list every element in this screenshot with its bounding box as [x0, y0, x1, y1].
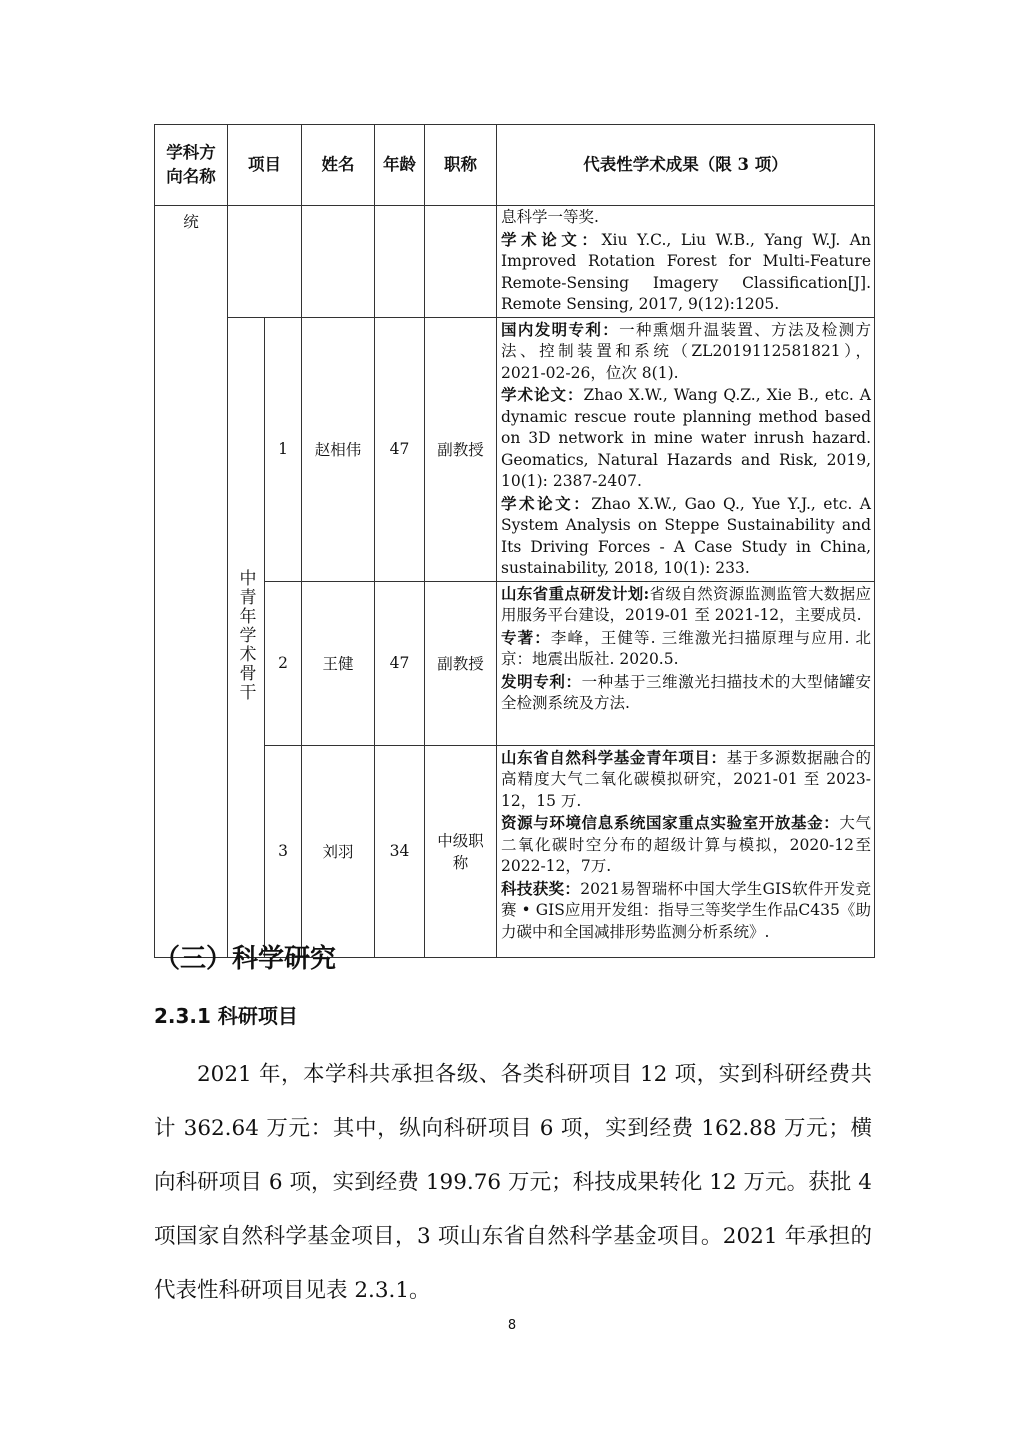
section-heading: （三）科学研究 — [154, 944, 337, 974]
row-name: 赵相伟 — [302, 317, 375, 581]
table-header-row — [155, 125, 875, 206]
age-cell-empty — [375, 206, 425, 318]
name-cell-empty — [302, 206, 375, 318]
row-age: 34 — [375, 745, 425, 957]
row-name: 刘羽 — [302, 745, 375, 957]
row-number: 1 — [265, 317, 302, 581]
row-age: 47 — [375, 581, 425, 745]
table-row-continuation — [155, 206, 875, 318]
title-cell-empty — [425, 206, 497, 318]
row-title: 副教授 — [425, 581, 497, 745]
discipline-tail: 统 — [183, 213, 199, 231]
row-title: 副教授 — [425, 317, 497, 581]
header-age: 年龄 — [375, 125, 425, 206]
achievement-line: 学术论文：Xiu Y.C., Liu W.B., Yang W.J. An Improved Rotation Forest for Multi-Feature Remote-Sensing Imagery Classification[J]. Remote Sensing, 2017, 9(12):1205. — [501, 229, 871, 313]
header-discipline: 学科方向名称 — [155, 125, 228, 206]
page-number: 8 — [507, 1318, 517, 1333]
achievement-item: 发明专利：一种基于三维激光扫描技术的大型储罐安全检测系统及方法. — [501, 671, 871, 712]
header-project: 项目 — [228, 125, 302, 206]
achievements-cell — [497, 745, 875, 957]
row-name: 王健 — [302, 581, 375, 745]
achievements-cell — [497, 317, 875, 581]
paragraph: 2021 年，本学科共承担各级、各类科研项目 12 项，实到科研经费共计 362.64 万元：其中，纵向科研项目 6 项，实到经费 162.88 万元；横向科研项目 6 项，实到经费 199.76 万元；科技成果转化 12 万元。获批 4 项国家自然科学基金项目，3 项山东省自然科学基金项目。2021 年承担的代表性科研项目见表 2.3.1。 — [154, 1062, 872, 1303]
discipline-cell — [155, 206, 228, 958]
row-number: 3 — [265, 745, 302, 957]
header-name: 姓名 — [302, 125, 375, 206]
achievement-item: 山东省重点研发计划:省级自然资源监测监管大数据应用服务平台建设，2019-01 至 2021-12，主要成员. — [501, 583, 871, 624]
project-cell-empty — [228, 206, 302, 318]
faculty-table — [154, 124, 875, 958]
achievement-item: 学术论文：Zhao X.W., Gao Q., Yue Y.J., etc. A System Analysis on Steppe Sustainability and Its Driving Forces - A Case Study in China, sustainability, 2018, 10(1): 233. — [501, 493, 871, 577]
achievement-item: 科技获奖：2021易智瑞杯中国大学生GIS软件开发竞赛 • GIS应用开发组：指导三等奖学生作品C435《助力碳中和全国减排形势监测分析系统》. — [501, 878, 871, 941]
header-achievements: 代表性学术成果（限 3 项） — [497, 125, 875, 206]
header-title: 职称 — [425, 125, 497, 206]
row-title: 中级职称 — [425, 745, 497, 957]
table-row — [155, 317, 875, 581]
achievement-item: 国内发明专利：一种熏烟升温装置、方法及检测方法、控制装置和系统（ZL2019112581821），2021-02-26，位次 8(1). — [501, 319, 871, 382]
achievement-item: 学术论文：Zhao X.W., Wang Q.Z., Xie B., etc. A dynamic rescue route planning method based on 3D network in mine water inrush hazard. Geomatics, Natural Hazards and Risk, 2019, 10(1): 2387-2407. — [501, 385, 871, 490]
body-text — [154, 1048, 872, 1318]
achievement-item: 专著：李峰，王健等. 三维激光扫描原理与应用. 北京：地震出版社. 2020.5. — [501, 627, 871, 668]
row-age: 47 — [375, 317, 425, 581]
group-label-cell — [228, 317, 265, 957]
group-label: 中青年学术骨干 — [235, 568, 256, 702]
row-number: 2 — [265, 581, 302, 745]
subsection-heading: 2.3.1 科研项目 — [154, 1004, 298, 1028]
achievements-cell-continuation — [497, 206, 875, 318]
achievement-item: 资源与环境信息系统国家重点实验室开放基金：大气二氧化碳时空分布的超级计算与模拟，2020-12至2022-12，7万. — [501, 813, 871, 875]
achievements-cell — [497, 581, 875, 745]
achievement-line: 息科学一等奖. — [501, 208, 599, 226]
achievement-item: 山东省自然科学基金青年项目：基于多源数据融合的高精度大气二氧化碳模拟研究，2021-01 至 2023-12，15 万. — [501, 747, 871, 810]
